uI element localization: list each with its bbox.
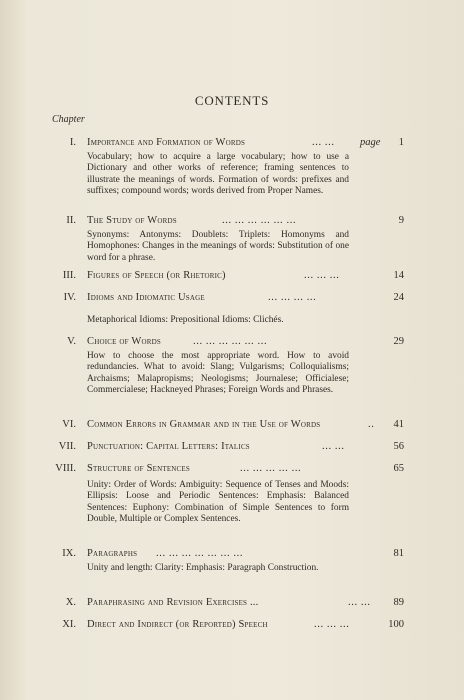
toc-entry-heading [30, 441, 404, 454]
page-number: 41 [393, 419, 404, 430]
chapter-title: Figures of Speech (or Rhetoric) [87, 270, 226, 281]
page-number: 81 [393, 548, 404, 559]
toc-entry [30, 137, 404, 197]
toc-entry [30, 619, 404, 632]
toc-entry-heading [30, 336, 404, 349]
dot-leader: ... ... ... ... ... ... [193, 336, 268, 347]
dot-leader: .. [368, 419, 375, 430]
toc-entry [30, 597, 404, 610]
toc-entry [30, 270, 404, 283]
chapter-title: The Study of Words [87, 215, 177, 226]
page-number: 9 [398, 215, 404, 226]
toc-entry [30, 419, 404, 432]
chapter-description: Unity and length: Clarity: Emphasis: Paragraph Construction. [87, 563, 319, 573]
chapter-title: Paragraphs [87, 548, 138, 559]
dot-leader: ... ... ... ... [268, 292, 317, 303]
page-number: 1 [398, 137, 404, 148]
chapter-description: Vocabulary; how to acquire a large vocabulary; how to use a Dictionary and other works of reference; framing sentences to illustrate the meanings of words. Formation of words: prefixes and suffixes; compound words; words derived from Proper Names. [87, 152, 349, 196]
chapter-title: Importance and Formation of Words [87, 137, 246, 148]
chapter-number: VIII. [55, 463, 76, 474]
toc-entry [30, 548, 404, 574]
chapter-title: Direct and Indirect (or Reported) Speech [87, 619, 268, 630]
page-number: 89 [393, 597, 404, 608]
page-number: 14 [393, 270, 404, 281]
toc-entry-heading [30, 619, 404, 632]
toc-entry-heading [30, 419, 404, 432]
chapter-number: VI. [62, 419, 76, 430]
toc-entry-heading [30, 597, 404, 610]
toc-entry-heading [30, 548, 404, 561]
toc-entry-heading [30, 215, 404, 228]
dot-leader: ... ... [322, 441, 345, 452]
chapter-number: IX. [62, 548, 76, 559]
chapter-title: Punctuation: Capital Letters: Italics [87, 441, 250, 452]
chapter-description: How to choose the most appropriate word. How to avoid redundancies. What to avoid: Slang; Vulgarisms; Colloquialisms; Archaisms; Malapropisms; Neologisms; Journalese; Officialese; Commercialese; Hackneyed Phrases; Foreign Words and Phrases. [87, 351, 349, 395]
chapter-number: VII. [58, 441, 76, 452]
chapter-number: X. [65, 597, 76, 608]
toc-entry [30, 215, 404, 264]
page-number: 24 [393, 292, 404, 303]
dot-leader: ... ... ... [304, 270, 340, 281]
chapter-number: III. [62, 270, 76, 281]
toc-entry [30, 463, 404, 525]
toc-entry [30, 292, 404, 326]
chapter-number: II. [66, 215, 76, 226]
page-number: 56 [393, 441, 404, 452]
chapter-description: Synonyms: Antonyms: Doublets: Triplets: Homonyms and Homophones: Changes in the meanings of words: Substitution of one word for a phrase. [87, 230, 349, 263]
toc-entry-heading [30, 137, 404, 150]
dot-leader: ... ... ... ... ... [240, 463, 302, 474]
chapter-title: Idioms and Idiomatic Usage [87, 292, 205, 303]
dot-leader: ... ... ... ... ... ... ... [156, 548, 244, 559]
chapter-column-label: Chapter [52, 114, 85, 125]
toc-entry [30, 441, 404, 454]
toc-entry-heading [30, 292, 404, 305]
dot-leader: ... ... [348, 597, 371, 608]
toc-entry-heading [30, 463, 404, 476]
page-number: 65 [393, 463, 404, 474]
toc-entry-heading [30, 270, 404, 283]
chapter-number: I. [69, 137, 76, 148]
page-label: page [360, 137, 381, 148]
chapter-number: IV. [63, 292, 76, 303]
page-number: 100 [388, 619, 404, 630]
chapter-title: Paraphrasing and Revision Exercises ... [87, 597, 259, 608]
page-title: CONTENTS [194, 93, 270, 108]
chapter-number: XI. [62, 619, 76, 630]
page-number: 29 [393, 336, 404, 347]
chapter-title: Choice of Words [87, 336, 161, 347]
dot-leader: ... ... [312, 137, 335, 148]
chapter-description: Metaphorical Idioms: Prepositional Idioms: Clichés. [87, 315, 284, 325]
dot-leader: ... ... ... ... ... ... [222, 215, 297, 226]
chapter-description: Unity: Order of Words: Ambiguity: Sequence of Tenses and Moods: Ellipsis: Loose and Periodic Sentences: Emphasis: Balanced Sentences: Euphony: Combination of Simple Sentences to form Double, Multiple or Complex Sentences. [87, 480, 349, 524]
chapter-title: Common Errors in Grammar and in the Use of Words [87, 419, 321, 430]
chapter-title: Structure of Sentences [87, 463, 190, 474]
toc-entry [30, 336, 404, 396]
dot-leader: ... ... ... [314, 619, 350, 630]
chapter-number: V. [67, 336, 76, 347]
